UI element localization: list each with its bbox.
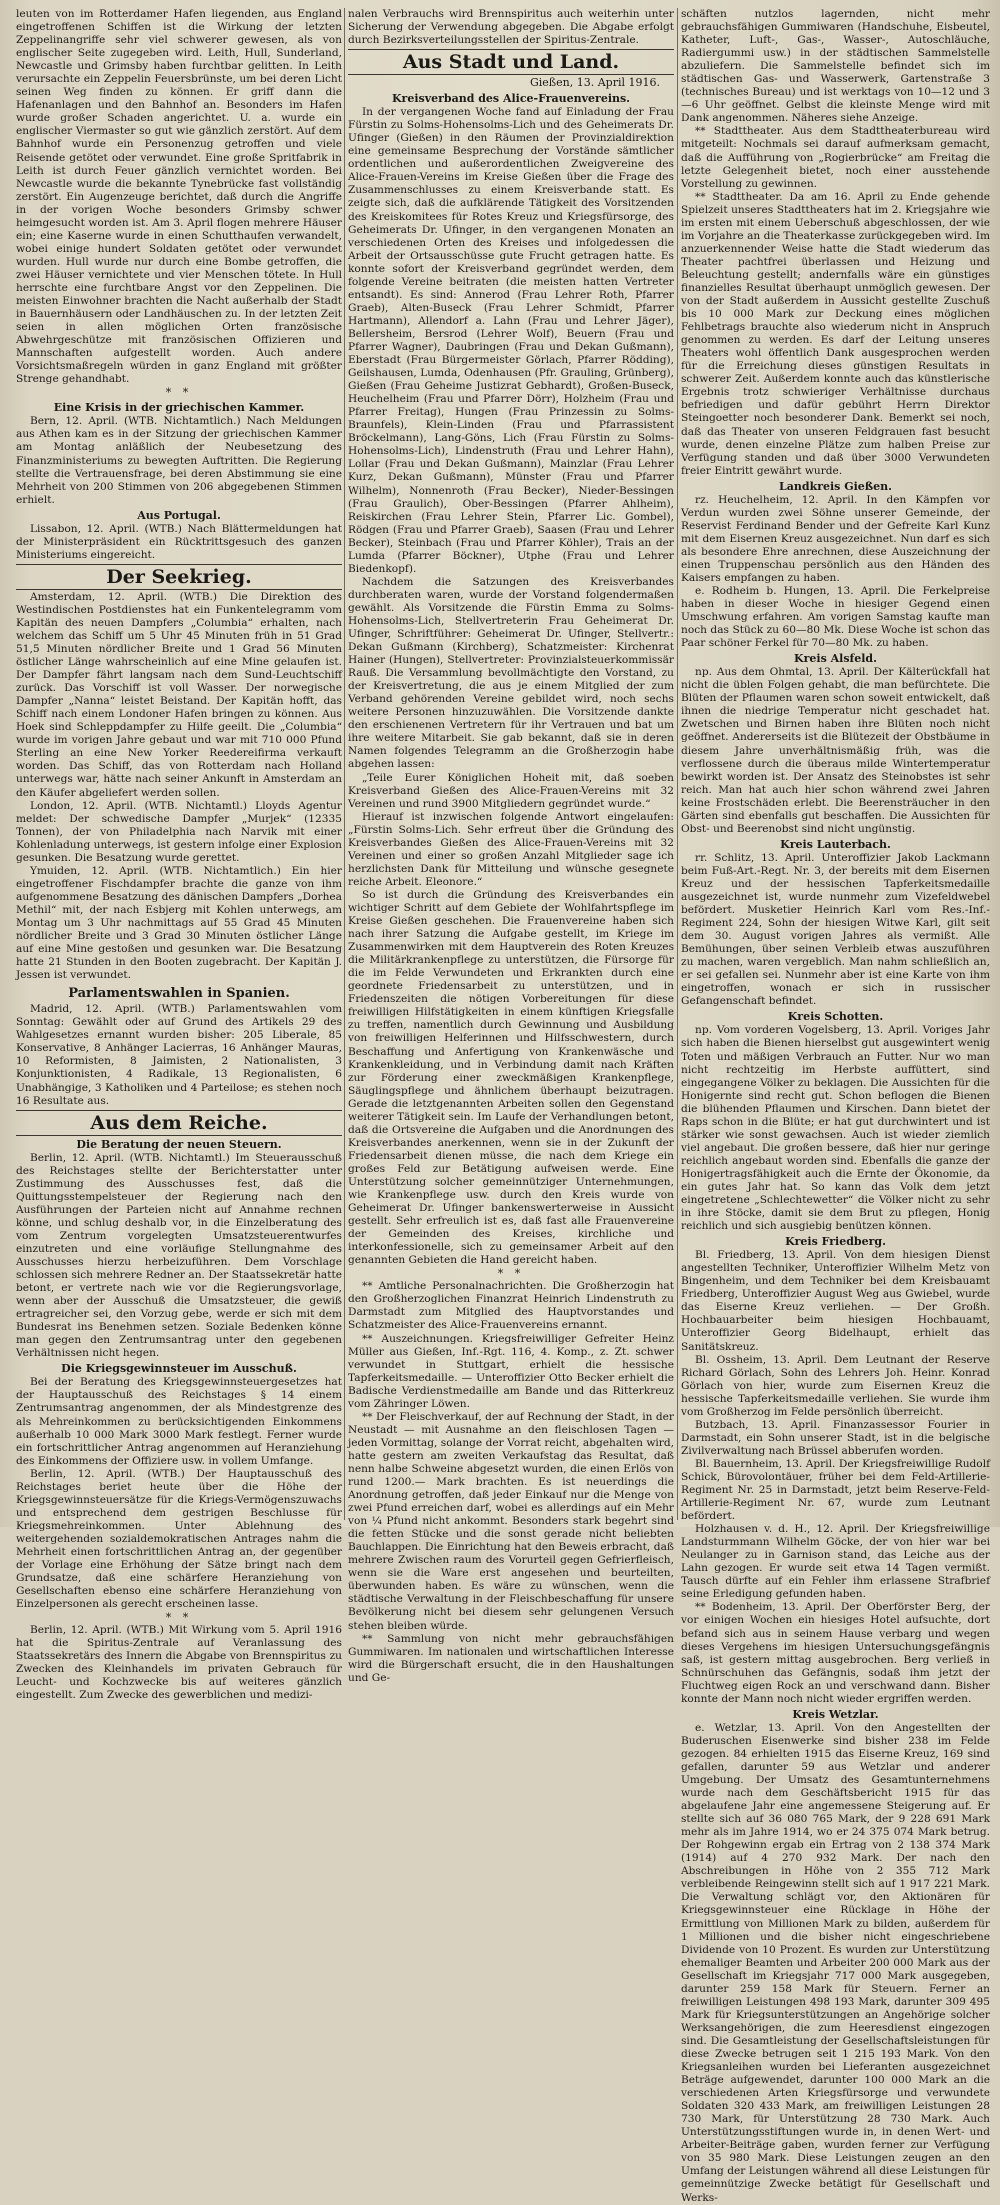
heading-portugal: Aus Portugal. (137, 508, 221, 522)
article-kreisverband-5: So ist durch die Gründung des Kreisverbandes ein wichtiger Schritt auf dem Gebiete der Wohlfahrtspflege im Kreise Gießen geschehen. Die Frauenvereine haben sich nach ihrer Satzung die Aufgabe gestellt, im Kriege im Zusammenwirken mit dem Hauptverein des Roten Kreuzes die Militärkrankenpflege zu unterstützen, die Fürsorge für die im Felde Verwundeten und Erkrankten durch eine geordnete Friedensarbeit zu unterstützen, und in Friedenszeiten die nötigen Vorbereitungen für diese freiwilligen Hilfstätigkeiten in einem künftigen Kriegsfalle zu treffen, namentlich durch Gewinnung und Ausbildung von freiwilligen Helferinnen und Hilfsschwestern, durch Beschaffung und Anfertigung von Krankenwäsche und Krankenkleidung, und in Verbindung damit nach Kräften zur Förderung einer zweckmäßigen Krankenpflege, Säuglingspflege und ähnlichem überhaupt beizutragen. Gerade die letztgenannten Arbeiten sollen den Gegenstand weiterer Tätigkeit sein. Im Laufe der Verhandlungen betont, daß die Ortsvereine die Aufgaben und die Anordnungen des Kreisverbandes anerkennen, wenn sie in der Zukunft der Friedensarbeit dienen müsse, die nach dem Kriege ein großes Feld zur Betätigung aufweisen werde. Eine Unterstützung solcher gemeinnütziger Unternehmungen, wie Krankenpflege usw. durch den Kreis wurde von Geheimerat Dr. Ufinger bankenswerterweise in Aussicht gestellt. Sehr erfreulich ist es, daß fast alle Frauenvereine der Gemeinden des Kreises, kirchliche und interkonfessionelle, sich zu gemeinsamer Arbeit auf den genannten Gebieten die Hand gereicht haben. (348, 888, 674, 1267)
separator-stars: * * (497, 1267, 525, 1281)
heading-aus-stadt-und-land: Aus Stadt und Land. (348, 49, 674, 75)
article-gummiwaren: ** Sammlung von nicht mehr gebrauchsfähigen Gummiwaren. Im nationalen und wirtschaftlichen Interesse wird die Bürgerschaft ersucht, die in den Haushaltungen und Ge- (348, 1632, 674, 1684)
article-lissabon: Lissabon, 12. April. (WTB.) Nach Blättermeldungen hat der Ministerpräsident ein Rücktrittsgesuch des ganzen Ministeriums eingereicht. (16, 522, 342, 561)
heading-kriegsgewinnsteuer: Die Kriegsgewinnsteuer im Ausschuß. (61, 1362, 297, 1376)
article-berlin-spiritus: Berlin, 12. April. (WTB.) Mit Wirkung vom 5. April 1916 hat die Spiritus-Zentrale auf Veranlassung des Staatssekretärs des Innern die Abgabe von Brennspiritus zu Zwecken des Kleinhandels im privaten Gebrauch für Leucht- und Kochzwecke bis auf weiteres gänzlich eingestellt. Zum Zwecke des gewerblichen und medizi- (16, 1624, 342, 1702)
article-personalnachrichten: ** Amtliche Personalnachrichten. Die Großherzogin hat den Großherzoglichen Finanzrat Heinrich Lindenstruth zu Darmstadt zum Mitglied des Hauptvorstandes und Schatzmeister des Alice-Frauenvereins ernannt. (348, 1280, 674, 1332)
article-bodenheim: ** Bodenheim, 13. April. Der Oberförster Berg, der vor einigen Wochen ein hiesiges Hotel aufsuchte, dort befand sich aus in seinem Hause verbarg und wegen dieses Vergehens im hiesigen Untersuchungsgefängnis saß, ist gestern mittag ausgebrochen. Berg verließ in Schnürschuhen das Gefängnis, sodaß ihm jetzt der Fluchtweg eigen Rock an und verschwand dann. Bisher konnte der Mann noch nicht wieder ergriffen werden. (681, 1601, 990, 1705)
article-auszeichnungen: ** Auszeichnungen. Kriegsfreiwilliger Gefreiter Heinz Müller aus Gießen, Inf.-Rgt. 116, 4. Komp., z. Zt. schwer verwundet in Stuttgart, erhielt die hessische Tapferkeitsmedaille. — Unteroffizier Otto Becker erhielt die Badische Verdienstmedaille am Bande und das Ritterkreuz vom Zähringer Löwen. (348, 1332, 674, 1410)
article-kreisverband-1: In der vergangenen Woche fand auf Einladung der Frau Fürstin zu Solms-Hohensolms-Lich und des Geheimerats Dr. Ufinger (Gießen) in den Räumen der Provinzialdirektion eine gemeinsame Besprechung der Vorstände sämtlicher ordentlichen und außerordentlichen Zweigvereine des Alice-Frauen-Vereins im Kreise Gießen über die Frage des Zusammenschlusses zu einem Kreisverbande statt. Es zeigte sich, daß die aufklärende Tätigkeit des Vorsitzenden des Kreiskomitees für Rotes Kreuz und Kriegsfürsorge, des Geheimerats Dr. Ufinger, in den vergangenen Monaten an verschiedenen Orten des Kreises und infolgedessen die Arbeit der Ortsausschüsse gute Frucht getragen hatte. Es konnte sofort der Kreisverband gegründet werden, dem folgende Vereine beitraten (die meisten hatten Vertreter entsandt). Es sind: Annerod (Frau Lehrer Roth, Pfarrer Graeb), Alten-Buseck (Frau Lehrer Schmidt, Pfarrer Hartmann), Allendorf a. Lahn (Frau und Lehrer Jäger), Bellersheim, Bersrod (Lehrer Wolf), Beuern (Frau und Pfarrer Wagner), Daubringen (Frau und Dekan Gußmann), Eberstadt (Frau Bürgermeister Görlach, Pfarrer Rödding), Geilshausen, Lumda, Odenhausen (Pfr. Grauling, Grünberg), Gießen (Frau Geheime Justizrat Gebhardt), Großen-Buseck, Heuchelheim (Frau und Pfarrer Dörr), Holzheim (Frau und Pfarrer Freitag), Hungen (Frau Prinzessin zu Solms-Braunfels), Klein-Linden (Frau und Pfarrassistent Bröckelmann), Lang-Göns, Lich (Frau Fürstin zu Solms-Hohensolms-Lich), Lindenstruth (Frau und Lehrer Hahn), Lollar (Frau und Dekan Gußmann), Mainzlar (Frau Lehrer Kurz, Dekan Gußmann), Münster (Frau und Pfarrer Wilhelm), Nonnenroth (Frau Becker), Nieder-Bessingen (Frau Graulich), Ober-Bessingen (Pfarrer Ahlheim), Reiskirchen (Frau Lehrer Stein, Pfarrer Lic. Gombel), Rödgen (Frau und Pfarrer Graeb), Saasen (Frau und Lehrer Becker), Steinbach (Frau und Pfarrer Köhler), Trais an der Lumda (Pfarrer Böckner), Utphe (Frau und Lehrer Biedenkopf). (348, 106, 674, 575)
article-madrid: Madrid, 12. April. (WTB.) Parlamentswahlen vom Sonntag: Gewählt oder auf Grund des Artikels 29 des Wahlgesetzes ernannt wurden bisher: 205 Liberale, 85 Konservative, 8 Anhänger Lacierras, 16 Anhänger Mauras, 10 Reformisten, 8 Jaimisten, 2 Nationalisten, 3 Konjunktionisten, 4 Radikale, 13 Regionalisten, 6 Unabhängige, 3 Katholiken und 4 Parteilose; es stehen noch 16 Resultate aus. (16, 1003, 342, 1107)
article-friedberg: Bl. Friedberg, 13. April. Von dem hiesigen Dienst angestellten Techniker, Unteroffizier Wilhelm Metz von Bingenheim, und dem Techniker bei dem Kreisbauamt Friedberg, Unteroffizier August Weg aus Gwiebel, wurde das Eiserne Kreuz verliehen. — Der Großh. Hochbauarbeiter beim hiesigen Hochbauamt, Unteroffizier Georg Bidelhaupt, erhielt das Sanitätskreuz. (681, 1249, 990, 1353)
separator-stars: * * (165, 1611, 193, 1625)
heading-kreisverband: Kreisverband des Alice-Frauenvereins. (391, 92, 631, 106)
article-stadttheater-2: ** Stadttheater. Da am 16. April zu Ende gehende Spielzeit unseres Stadttheaters hat im 2. Kriegsjahre wie im ersten mit einem Ueberschuß abgeschlossen, der wie im Vorjahre an die Theaterkasse zurückgegeben wird. Im anzuerkennender Weise hatte die Stadt wiederum das Theater pachtfrei überlassen und Heizung und Beleuchtung gestellt; andernfalls wäre ein günstiges finanzielles Resultat überhaupt unmöglich gewesen. Der von der Stadt außerdem in Aussicht gestellte Zuschuß bis 10 000 Mark zur Deckung eines möglichen Fehlbetrags brauchte also wiederum nicht in Anspruch genommen zu werden. Es darf der Leitung unseres Theaters wohl öffentlich Dank ausgesprochen werden für die Erreichung dieses günstigen Resultats in schwerer Zeit. Außerdem konnte auch das künstlerische Ergebnis trotz schwieriger Verhältnisse durchaus befriedigen und dafür gebührt Herrn Direktor Steingoetter noch besonderer Dank. Bemerkt sei noch, daß das Theater von unseren Feldgrauen fast besucht wurde, denen einzelne Plätze zum halben Preise zur Verfügung standen und daß über 3000 Verwundeten freier Eintritt gewährt wurde. (681, 190, 990, 477)
article-holzhausen: Holzhausen v. d. H., 12. April. Der Kriegsfreiwillige Landsturmmann Wilhelm Göcke, der von hier war bei Neulanger zu in Garnison stand, das Leiche aus der Lahn gezogen. Er wurde seit etwa 14 Tagen vermißt. Tausch dürfte auf ein Fehler ihm erlassene Strafbrief seine Erledigung gefunden haben. (681, 1523, 990, 1601)
article-heuchelheim: rz. Heuchelheim, 12. April. In den Kämpfen vor Verdun wurden zwei Söhne unserer Gemeinde, der Reservist Ferdinand Bender und der Gefreite Karl Kunz mit dem Eisernen Kreuz ausgezeichnet. Nun darf es sich als besondere Ehre anrechnen, diese Auszeichnung der einen Truppenschau persönlich aus den Händen des Kaisers empfangen zu haben. (681, 493, 990, 584)
heading-aus-dem-reiche: Aus dem Reiche. (16, 1110, 342, 1136)
heading-krisis: Eine Krisis in der griechischen Kammer. (53, 401, 305, 415)
heading-kreis-wetzlar: Kreis Wetzlar. (792, 1707, 879, 1721)
heading-kreis-lauterbach: Kreis Lauterbach. (780, 837, 891, 851)
article-berlin-steuer: Berlin, 12. April. (WTB. Nichtamtl.) Im Steuerausschuß des Reichstages stellte der Berichterstatter unter Zustimmung des Ausschusses fest, daß die Quittungsstempelsteuer der Regierung nach den Ausführungen der Parteien nicht auf Annahme rechnen könne, und schlug deshalb vor, in die Einzelberatung des vom Zentrum vorgelegten Umsatzsteuerentwurfes einzutreten und eine vorläufige Stellungnahme des Ausschusses hierzu herbeizuführen. Dem Vorschlage schlossen sich mehrere Redner an. Der Staatssekretär hatte betont, er vertrete nach wie vor die Regierungsvorlage, wenn aber der Ausschuß die Umsatzsteuer, die gewiß ertragreicher sei, den Vorzug gebe, werde er sich mit dem Bundesrat ins Benehmen setzen. Soziale Bedenken könne man gegen den Zentrumsantrag unter den gegebenen Verhältnissen nicht hegen. (16, 1151, 342, 1360)
article-london: London, 12. April. (WTB. Nichtamtl.) Lloyds Agentur meldet: Der schwedische Dampfer „Murjek“ (12335 Tonnen), der von Philadelphia nach Narvik mit einer Kohlenladung unterwegs, ist gestern infolge einer Explosion gesunken. Die Besatzung wurde gerettet. (16, 799, 342, 864)
article-kriegsgewinnsteuer: Bei der Beratung des Kriegsgewinnsteuergesetzes hat der Hauptausschuß des Reichstages § 14 einem Zentrumsantrag angenommen, der als Mindestgrenze des als Mehreinkommen zu berücksichtigenden Einkommens außerhalb 10 000 Mark 3000 Mark festlegt. Ferner wurde ein fortschrittlicher Antrag angenommen auf Heranziehung des Einkommens der Offiziere usw. in vollem Umfange. (16, 1376, 342, 1467)
heading-kreis-alsfeld: Kreis Alsfeld. (794, 652, 877, 666)
article-kreisverband-telegram: „Teile Eurer Königlichen Hoheit mit, daß soeben Kreisverband Gießen des Alice-Frauen-Vereins mit 32 Vereinen und rund 3900 Mitgliedern gegründet wurde.“ (348, 771, 674, 810)
article-zeppelin-attacks: leuten von im Rotterdamer Hafen liegenden, aus England eingetroffenen Schiffen ist die Wirkung der letzten Zeppelinangriffe sehr viel schwerer gewesen, als von englischer Seite zugegeben wird. Leith, Hull, Sunderland, Newcastle und Grimsby haben furchtbar gelitten. In Leith verursachte ein Zeppelin Feuersbrünste, um bei deren Licht seinen Weg finden zu können. Er griff dann die Hafenanlagen und den Bahnhof an. Besonders im Hafen wurde großer Schaden angerichtet. U. a. wurde ein englischer Viermaster so gut wie gänzlich zerstört. Auf dem Bahnhof wurde ein Personenzug getroffen und viele Reisende getötet oder verwundet. Eine große Spritfabrik in Leith ist durch Feuer gänzlich vernichtet worden. Bei Newcastle wurde die bekannte Tynebrücke fast vollständig zerstört. Ein Augenzeuge berichtet, daß durch die Angriffe in der vorigen Woche besonders Grimsby schwer heimgesucht worden ist. Am 3. April flogen mehrere Häuser ein; eine Kaserne wurde in einen Schutthaufen verwandelt, wobei einige hundert Soldaten getötet oder verwundet wurden. Hull wurde nur durch eine Bombe getroffen, die zwei Häuser vernichtete und vier Menschen tötete. In Hull herrschte eine furchtbare Angst vor den Zeppelinen. Die meisten Einwohner brachten die Nacht außerhalb der Stadt in Bauernhäusern oder Landhäuschen zu. In der letzten Zeit seien in allen möglichen Orten französische Abwehrgeschütze mit französischen Offizieren und Mannschaften aufgestellt worden. Auch andere Vorsichtsmaßregeln würden in ganz England mit größter Strenge gehandhabt. (16, 8, 342, 386)
article-schlitz: rr. Schlitz, 13. April. Unteroffizier Jakob Lackmann beim Fuß-Art.-Regt. Nr. 3, der bereits mit dem Eisernen Kreuz und der hessischen Tapferkeitsmedaille ausgezeichnet ist, wurde nunmehr zum Vizefeldwebel befördert. Musketier Heinrich Karl vom Res.-Inf.-Regiment 224, Sohn der hiesigen Witwe Karl, gilt seit dem 30. August vorigen Jahres als vermißt. Alle Bemühungen, über seinen Verbleib etwas auszuführen zu machen, waren vergeblich. Man nahm schließlich an, er sei gefallen sei. Nunmehr aber ist eine Karte von ihm eingetroffen, wonach er sich in russischer Gefangenschaft befindet. (681, 851, 990, 1008)
column-rule (344, 8, 345, 1520)
heading-kreis-friedberg: Kreis Friedberg. (785, 1235, 886, 1249)
article-bauernheim: Bl. Bauernheim, 13. April. Der Kriegsfreiwillige Rudolf Schick, Bürovolontäuer, früher bei dem Feld-Artillerie-Regiment Nr. 25 in Darmstadt, jetzt beim Reserve-Feld-Artillerie-Regiment Nr. 67, wurde zum Leutnant befördert. (681, 1457, 990, 1523)
article-rodheim: e. Rodheim b. Hungen, 13. April. Die Ferkelpreise haben in dieser Woche in hiesiger Gegend einen Umschwung erfahren. Am vorigen Samstag kaufte man noch das Stück zu 60—80 Mk. Diese Woche ist schon das Paar schöner Ferkel für 70—80 Mk. zu haben. (681, 585, 990, 650)
article-gummiwaren-continued: schäften nutzlos lagernden, nicht mehr gebrauchsfähigen Gummiwaren (Handschuhe, Eisbeutel, Katheter, Luft-, Gas-, Wasser-, Autoschläuche, Radiergummi usw.) in der städtischen Sammelstelle abzuliefern. Die Sammelstelle befindet sich im städtischen Gas- und Wasserwerk, Gartenstraße 3 (technisches Bureau) und ist werktags von 10—12 und 3—6 Uhr geöffnet. Gelbst die kleinste Menge wird mit Dank angenommen. Näheres siehe Anzeige. (681, 8, 990, 125)
heading-seekrieg: Der Seekrieg. (16, 564, 342, 590)
article-kreisverband-answer: Hierauf ist inzwischen folgende Antwort eingelaufen: „Fürstin Solms-Lich. Sehr erfreut über die Gründung des Kreisverbandes Gießen des Alice-Frauen-Vereins mit 32 Vereinen und einer so großen Anzahl Mitglieder sage ich herzlichsten Dank für Mitteilung und wünsche gesegnete reiche Arbeit. Eleonore.“ (348, 810, 674, 888)
article-bern: Bern, 12. April. (WTB. Nichtamtlich.) Nach Meldungen aus Athen kam es in der Sitzung der griechischen Kammer am Montag anläßlich der Neubesetzung des Finanzministeriums zu bewegten Auftritten. Die Regierung stellte die Vertrauensfrage, bei deren Abstimmung sie eine Mehrheit von 200 Stimmen von 206 abgegebenen Stimmen erhielt. (16, 415, 342, 506)
column-3 (681, 8, 990, 2204)
article-kreisverband-2: Nachdem die Satzungen des Kreisverbandes durchberaten waren, wurde der Vorstand folgendermaßen gewählt. Als Vorsitzende die Fürstin Emma zu Solms-Hohensolms-Lich, Stellvertreterin Frau Geheimerat Dr. Ufinger, Schriftführer: Geheimerat Dr. Ufinger, Stellvertr.: Dekan Gußmann (Kirchberg), Schatzmeister: Kirchenrat Hainer (Hungen), Stellvertreter: Provinzialsteuerkommissär Rauß. Die Versammlung bevollmächtigte den Vorstand, zu der Kreisvertretung, die aus je einem Mitglied der zum Verband gehörenden Vereine gebildet wird, noch sechs weitere Personen hinzuzuwählen. Die Vorsitzende dankte den erschienenen Vertretern für ihr Vertrauen und bat um ihre weitere Mitarbeit. Sie gab bekannt, daß sie in deren Namen folgendes Telegramm an die Großherzogin habe abgehen lassen: (348, 575, 674, 771)
article-butzbach: Butzbach, 13. April. Finanzassessor Fourier in Darmstadt, ein Sohn unserer Stadt, ist in die belgische Zivilverwaltung nach Brüssel abberufen worden. (681, 1418, 990, 1457)
heading-steuern: Die Beratung der neuen Steuern. (76, 1137, 282, 1151)
article-vogelsberg: np. Vom vorderen Vogelsberg, 13. April. Voriges Jahr sich haben die Bienen hierselbst gut ausgewintert wenig Toten und mäßigen Verbrauch an Futter. Nur wo man nicht rechtzeitig im Herbste auffüttert, sind eingegangene Völker zu beklagen. Die Aussichten für die Honigernte sind recht gut. Schon beflogen die Bienen die blühenden Pflaumen und Kirschen. Dann bietet der Raps schon in die Blüte; er hat gut durchwintert und ist stärker wie sonst gewachsen. Auch ist wieder ziemlich viel angebaut. Die großen bessere, daß hier nur geringe reichlich angebaut worden sind. Ebenfalls die ganze der Honigertragsfähigkeit auch die Ernte der Ökonomie, da ein gutes Jahr hat. So kann das Volk dem jetzt eingetretene „Schlechtewetter“ die Völker nicht zu sehr in ihre Stöcke, damit sie dem Brut zu pflegen, Honig reichlich und sich ausgiebig benützen können. (681, 1024, 990, 1233)
article-amsterdam: Amsterdam, 12. April. (WTB.) Die Direktion des Westindischen Postdienstes hat ein Funkentelegramm vom Kapitän des neuen Dampfers „Columbia“ erhalten, nach welchem das Schiff um 5 Uhr 45 Minuten früh in 51 Grad 51,5 Minuten nördlicher Breite und 1 Grad 56 Minuten östlicher Länge wahrscheinlich auf eine Mine gelaufen ist. Der Dampfer fährt langsam nach dem Sund-Leuchtschiff zurück. Das Vorschiff ist voll Wasser. Der norwegische Dampfer „Nanna“ leistet Beistand. Der Kapitän hofft, das Schiff nach einem Londoner Hafen bringen zu können. Aus Hoek sind Schleppdampfer zu Hilfe geeilt. Die „Columbia“ wurde im vorigen Jahre gebaut und war mit 710 000 Pfund Sterling an eine New Yorker Reedereifirma verkauft worden. Das Schiff, das von Rotterdam nach Holland unterwegs war, hätte nach seiner Ankunft in Amsterdam an den Käufer abgeliefert werden sollen. (16, 590, 342, 799)
dateline: Gießen, 13. April 1916. (529, 76, 660, 90)
column-2 (348, 8, 674, 1684)
heading-parlamentswahlen: Parlamentswahlen in Spanien. (68, 986, 290, 1002)
article-ossheim: Bl. Ossheim, 13. April. Dem Leutnant der Reserve Richard Görlach, Sohn des Lehrers Joh. Heinr. Konrad Görlach von hier, wurde zum Eisernen Kreuz die hessische Tapferkeitsmedaille verliehen. Sie wurde ihm vom Großherzog im Felde persönlich überreicht. (681, 1353, 990, 1418)
article-spiritus-continued: nalen Verbrauchs wird Brennspiritus auch weiterhin unter Sicherung der Verwendung abgegeben. Die Abgabe erfolgt durch Bezirksverteilungsstellen der Spiritus-Zentrale. (348, 8, 674, 47)
article-ymuiden: Ymuiden, 12. April. (WTB. Nichtamtlich.) Ein hier eingetroffener Fischdampfer brachte die ganze von ihm aufgenommene Besatzung des dänischen Dampfers „Dorhea Methil“ mit, der nach Esbjerg mit Kohlen unterwegs, am Montag um 3 Uhr nachmittags auf 55 Grad 45 Minuten nördlicher Breite und 3 Grad 30 Minuten östlicher Länge auf eine Mine gestoßen und gesunken war. Die Besatzung hatte 21 Stunden in den Booten zugebracht. Der Kapitän J. Jessen ist verwundet. (16, 864, 342, 982)
column-rule (677, 8, 678, 1520)
heading-kreis-schotten: Kreis Schotten. (787, 1010, 884, 1024)
article-ohmtal: np. Aus dem Ohmtal, 13. April. Der Kälterückfall hat nicht die üblen Folgen gehabt, die man befürchtete. Die Blüten der Pflaumen waren schon soweit entwickelt, daß ihnen die niedrige Temperatur nicht geschadet hat. Zwetschen und Birnen haben ihre Blüten noch nicht geöffnet. Andererseits ist die Blütezeit der Obstbäume in diesem Jahre unverhältnismäßig früh, was die verflossene durch die überaus milde Wintertemperatur bewirkt worden ist. Der Ansatz des Steinobstes ist sehr reich. Man hat auch hier schon während zwei Jahren keine Frostschäden erlebt. Die Beerensträucher in den Gärten sind ebenfalls gut beschaffen. Die Aussichten für Obst- und Beerenobst sind nicht ungünstig. (681, 666, 990, 835)
heading-landkreis-giessen: Landkreis Gießen. (779, 479, 892, 493)
article-fleischverkauf: ** Der Fleischverkauf, der auf Rechnung der Stadt, in der Neustadt — mit Ausnahme an den fleischlosen Tagen — jeden Vormittag, solange der Vorrat reicht, abgehalten wird, hatte gestern am zweiten Verkaufstag das Resultat, daß nenn halbe Schweine abgesetzt wurden, die einen Erlös von rund 1200.— Mark brachten. Es ist neuerdings die Anordnung getroffen, daß jeder Einkauf nur die Menge von zwei Pfund erreichen darf, wobei es allerdings auf ein Mehr von ¼ Pfund nicht ankommt. Besonders stark begehrt sind die fetten Stücke und die sonst gerade nicht beliebten Bauchlappen. Die Einrichtung hat den Beweis erbracht, daß mehrere Zwischen raum des Vorurteil gegen Gefrierfleisch, wenn sie die Ware erst angesehen und beurteilten, überwunden haben. Es wäre zu wünschen, wenn die städtische Verwaltung in der Fleischbeschaffung für unsere Bevölkerung nicht bei diesem sehr gelungenen Versuch stehen bleiben würde. (348, 1410, 674, 1632)
column-1 (16, 8, 342, 1702)
article-berlin-hauptausschuss: Berlin, 12. April. (WTB.) Der Hauptausschuß des Reichstages beriet heute über die Höhe der Kriegsgewinnsteuersätze für die Kriegs-Vermögenszuwachs und entsprechend dem gestrigen Beschlusse für Kriegsmehreinkommen. Unter Ablehnung des weitergehenden sozialdemokratischen Antrages nahm die Mehrheit einen fortschrittlichen Antrag an, der gegenüber der Vorlage eine Erhöhung der Sätze bringt nach dem Grundsatze, daß eine schärfere Heranziehung von Gesellschaften ebenso eine schärfere Heranziehung von Einzelpersonen als gerecht erscheinen lasse. (16, 1467, 342, 1611)
article-stadttheater-1: ** Stadttheater. Aus dem Stadttheaterbureau wird mitgeteilt: Nochmals sei darauf aufmerksam gemacht, daß die Aufführung von „Rogierbrücke“ am Freitag die letzte Gelegenheit bietet, noch einer ausstehende Vorstellung zu gewinnen. (681, 125, 990, 190)
article-wetzlar: e. Wetzlar, 13. April. Von den Angestellten der Buderuschen Eisenwerke sind bisher 238 im Felde gezogen. 84 erhielten 1915 das Eiserne Kreuz, 169 sind gefallen, darunter 59 aus Wetzlar und anderer Umgebung. Der Umsatz des Gesamtunternehmens wurde nach dem Geschäftsbericht 1915 für das abgelaufene Jahr eine angemessene Steigerung auf. Er stellte sich auf 36 080 765 Mark, der 9 228 691 Mark mehr als im Jahre 1914, wo er 24 375 074 Mark betrug. Der Rohgewinn ergab ein Ertrag von 2 138 374 Mark (1914) auf 4 270 932 Mark. Der nach den Abschreibungen in Höhe von 2 355 712 Mark verbleibende Reingewinn stellt sich auf 1 917 221 Mark. Die Verwaltung schlägt vor, den Aktionären für Kriegsgewinnsteuer eine Rücklage in Höhe der Ermittlung von Millionen Mark zu bilden, außerdem für 1 Millionen und die bisher nicht eingeschriebene Dividende von 10 Prozent. Es wurden zur Unterstützung ehemaliger Beamten und Arbeiter 200 000 Mark aus der Gesellschaft im Kriegsjahr 717 000 Mark ausgegeben, darunter 259 158 Mark für Steuern. Ferner an freiwilligen Leistungen 498 193 Mark, darunter 309 495 Mark für Kriegsunterstützungen an Angehörige solcher Werksangehörigen, die zum Heeresdienst eingezogen sind. Die Gesamtleistung der Gesellschaftsleistungen für diese Zwecke betrugen seit 1 215 193 Mark. Von den Kriegsanleihen wurden bei Lieferanten ausgezeichnet Beträge aufgewendet, darunter 100 000 Mark an die verschiedenen Arten Kriegsfürsorge und verwundete Soldaten 320 433 Mark, am freiwilligen Leistungen 28 730 Mark, für Unterstützung 28 730 Mark. Auch Unterstützungsstiftungen wurde in, in denen Wert- und Arbeiter-Beiträge gaben, wurden ferner zur Verfügung von 35 980 Mark. Diese Leistungen zeugen an den Umfang der Leistungen während all diese Leistungen für gemeinnützige Zwecke betätigt für Gesellschaft und Werks- (681, 1721, 990, 2204)
separator-stars: * * (165, 386, 193, 400)
